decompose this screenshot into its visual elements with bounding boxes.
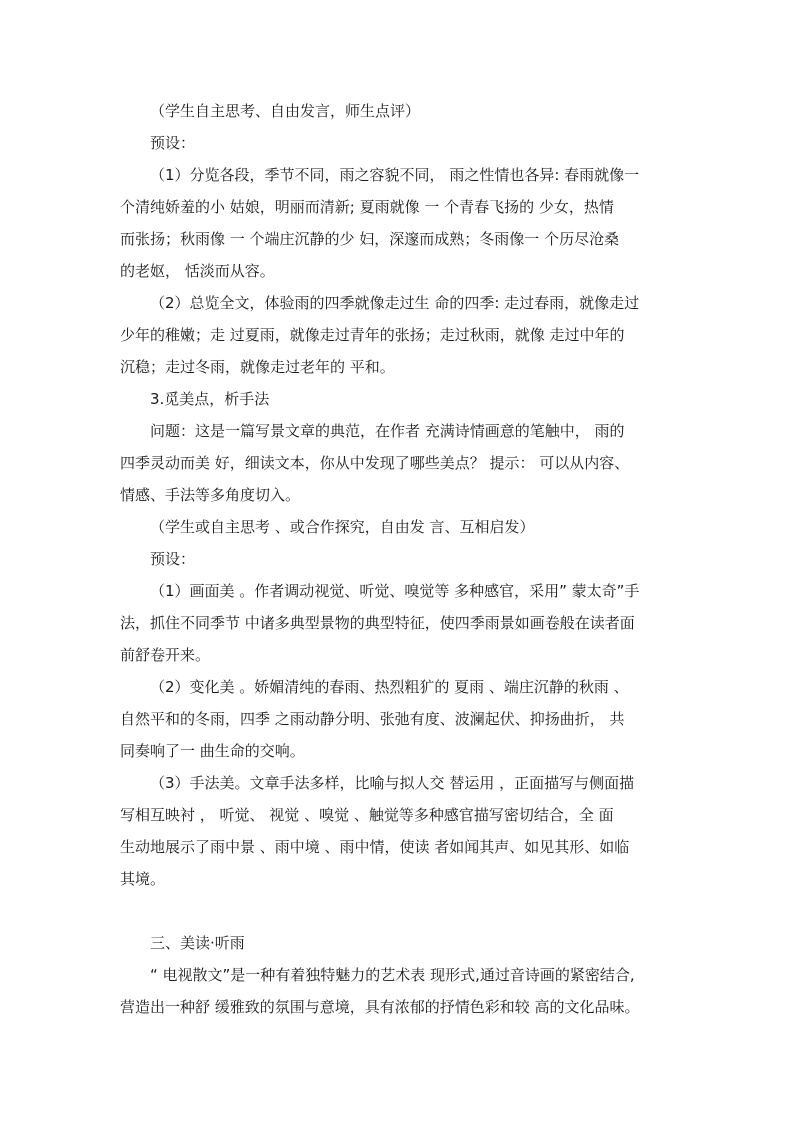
section-heading: 三、美读·听雨 — [150, 934, 245, 952]
text-line: 少年的稚嫩；走 过夏雨，就像走过青年的张扬；走过秋雨，就像 走过中年的 — [120, 326, 625, 344]
text-line: 沉稳；走过冬雨，就像走过老年的 平和。 — [120, 358, 395, 376]
text-line: 问题：这是一篇写景文章的典范，在作者 充满诗情画意的笔触中， 雨的 — [150, 422, 625, 440]
text-line: 其境。 — [120, 870, 166, 888]
text-line: （学生自主思考、自由发言，师生点评） — [150, 102, 421, 120]
text-line: 自然平和的冬雨，四季 之雨动静分明、张弛有度、波澜起伏、抑扬曲折， 共 — [120, 710, 625, 728]
text-line: 个清纯娇羞的小 姑娘，明丽而清新; 夏雨就像 一 个青春飞扬的 少女，热情 — [120, 198, 614, 216]
text-line: 而张扬；秋雨像 一 个端庄沉静的少 妇，深邃而成熟；冬雨像一 个历尽沧桑 — [120, 230, 620, 248]
text-line: 写相互映衬 ， 听觉、 视觉 、嗅觉 、触觉等多种感官描写密切结合，全 面 — [120, 806, 614, 824]
text-line: 情感、手法等多角度切入。 — [120, 486, 301, 504]
text-line: 同奏响了一 曲生命的交响。 — [120, 742, 305, 760]
text-line: （2）变化美 。娇媚清纯的春雨、热烈粗犷的 夏雨 、端庄沉静的秋雨 、 — [150, 678, 629, 696]
text-line: 预设： — [150, 134, 196, 152]
text-line: （1）画面美 。作者调动视觉、听觉、嗅觉等 多种感官，采用” 蒙太奇”手 — [150, 582, 640, 600]
text-line: 预设： — [150, 550, 196, 568]
text-line: 营造出一种舒 缓雅致的氛围与意境，具有浓郁的抒情色彩和较 高的文化品味。 — [120, 998, 640, 1016]
text-line: 的老妪， 恬淡而从容。 — [120, 262, 275, 280]
text-line: “ 电视散文”是一种有着独特魅力的艺术表 现形式,通过音诗画的紧密结合, — [150, 966, 635, 984]
text-line: （2）总览全文，体验雨的四季就像走过生 命的四季: 走过春雨，就像走过 — [150, 294, 640, 312]
section-heading: 3.觅美点，析手法 — [150, 390, 270, 408]
text-line: 生动地展示了雨中景 、雨中境 、雨中情，使读 者如闻其声、如见其形、如临 — [120, 838, 630, 856]
text-line: 四季灵动而美 好，细读文本，你从中发现了哪些美点？ 提示： 可以从内容、 — [120, 454, 630, 472]
text-line: 法，抓住不同季节 中诸多典型景物的典型特征，使四季雨景如画卷般在读者面 — [120, 614, 635, 632]
text-line: （3）手法美。文章手法多样，比喻与拟人交 替运用 ，正面描写与侧面描 — [150, 774, 635, 792]
text-line: 前舒卷开来。 — [120, 646, 211, 664]
text-line: （学生或自主思考 、或合作探究，自由发 言、互相启发） — [150, 518, 535, 536]
text-line: （1）分览各段，季节不同，雨之容貌不同， 雨之性情也各异: 春雨就像一 — [150, 166, 640, 184]
